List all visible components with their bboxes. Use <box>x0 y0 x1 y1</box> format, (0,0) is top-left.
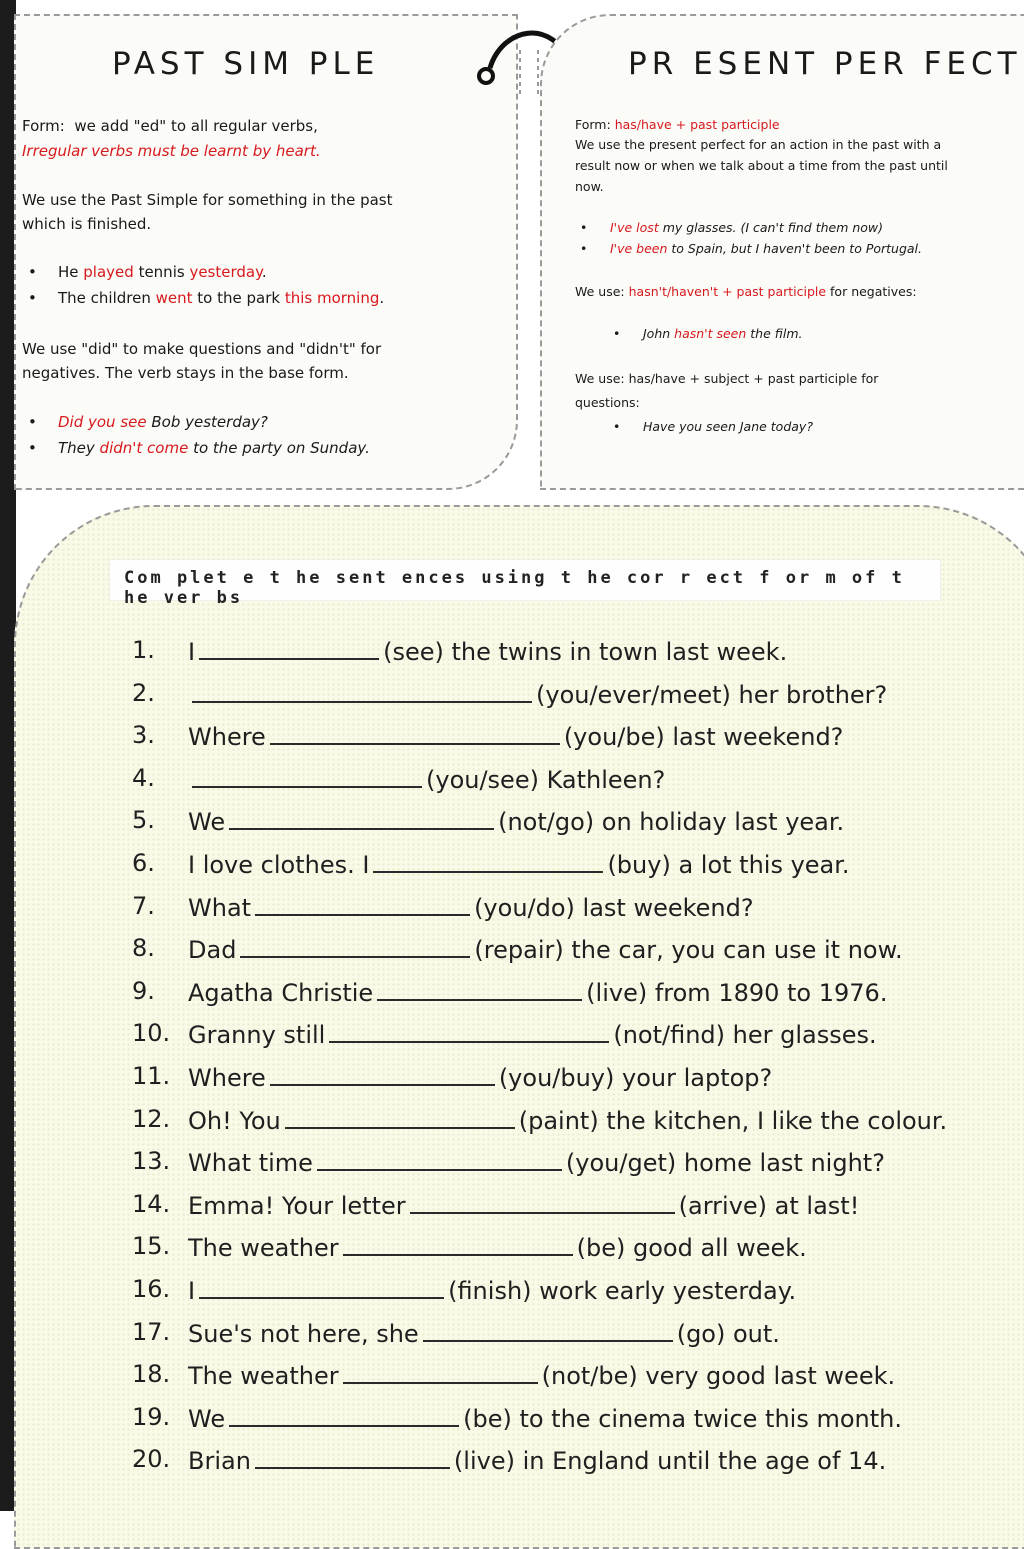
pp-example-4: • Have you seen Jane today? <box>643 416 813 437</box>
exercise-item-prompt: What time <box>188 1149 313 1178</box>
past-use-line-2: which is finished. <box>22 215 152 233</box>
exercise-item-verb-hint: (you/see) Kathleen? <box>426 765 666 794</box>
answer-blank[interactable] <box>199 1275 444 1299</box>
exercise-item-verb-hint: (paint) the kitchen, I like the colour. <box>518 1106 948 1135</box>
exercise-item-verb-hint: (you/be) last weekend? <box>563 723 844 752</box>
answer-blank[interactable] <box>192 764 422 788</box>
exercise-item-verb-hint: (not/go) on holiday last year. <box>498 808 845 837</box>
exercise-item-number: 15. <box>132 1232 171 1261</box>
exercise-item-verb-hint: (you/get) home last night? <box>565 1149 885 1178</box>
exercise-item-prompt: Agatha Christie <box>188 978 374 1007</box>
exercise-item-verb-hint: (you/do) last weekend? <box>474 893 754 922</box>
answer-blank[interactable] <box>343 1360 538 1384</box>
exercise-item-number: 13. <box>132 1147 171 1176</box>
exercise-item-number: 7. <box>132 891 155 920</box>
exercise-item-verb-hint: (arrive) at last! <box>678 1191 860 1220</box>
past-example-3: • Did you see Bob yesterday? <box>58 410 268 435</box>
answer-blank[interactable] <box>329 1019 609 1043</box>
exercise-item-number: 19. <box>132 1402 171 1431</box>
past-example-4: • They didn't come to the party on Sunday. <box>58 436 370 461</box>
exercise-item-prompt: The weather <box>188 1234 339 1263</box>
exercise-item-verb-hint: (go) out. <box>676 1319 780 1348</box>
exercise-item-prompt: I <box>188 638 196 666</box>
exercise-item-number: 18. <box>132 1360 171 1389</box>
answer-blank[interactable] <box>240 934 470 958</box>
answer-blank[interactable] <box>199 636 379 660</box>
exercise-item-prompt: Where <box>188 1064 266 1092</box>
exercise-item-verb-hint: (buy) a lot this year. <box>607 851 850 879</box>
exercise-item-number: 5. <box>132 806 155 835</box>
exercise-item-number: 10. <box>132 1019 171 1048</box>
exercise-item-prompt: We <box>188 1404 226 1433</box>
exercise-instruction: Com plet e t he sent ences using t he cor r ect f or m of t he ver bs <box>124 568 905 608</box>
pp-example-3: • John hasn't seen the film. <box>643 323 802 344</box>
exercise-item-prompt: We <box>188 808 226 837</box>
answer-blank[interactable] <box>423 1318 673 1342</box>
pp-use-line-3: now. <box>575 179 604 194</box>
answer-blank[interactable] <box>377 977 582 1001</box>
answer-blank[interactable] <box>229 806 494 830</box>
exercise-item-number: 8. <box>132 934 155 963</box>
exercise-item-number: 14. <box>132 1189 171 1218</box>
exercise-item-number: 16. <box>132 1275 171 1303</box>
exercise-item-prompt: Brian <box>188 1447 251 1476</box>
pp-form-line: Form: has/have + past participle <box>575 117 780 132</box>
exercise-item-number: 11. <box>132 1062 171 1090</box>
exercise-item-prompt: Oh! You <box>188 1106 281 1135</box>
pp-use-line-2: result now or when we talk about a time from the past until <box>575 158 948 173</box>
present-perfect-title: PR ESENT PER FECT <box>628 46 1022 82</box>
answer-blank[interactable] <box>373 849 603 873</box>
exercise-item-prompt: Granny still <box>188 1021 326 1050</box>
exercise-item-verb-hint: (live) from 1890 to 1976. <box>586 978 888 1007</box>
pp-example-2: • I've been to Spain, but I haven't been to Portugal. <box>610 238 922 259</box>
exercise-item-number: 3. <box>132 721 155 750</box>
pp-use-line-1: We use the present perfect for an action in the past with a <box>575 137 942 152</box>
exercise-item-number: 6. <box>132 849 155 877</box>
exercise-item-number: 17. <box>132 1317 171 1346</box>
pp-questions-line-2: questions: <box>575 395 640 410</box>
exercise-item-number: 12. <box>132 1104 171 1133</box>
exercise-item-prompt: Dad <box>188 936 237 965</box>
exercise-item-prompt: Sue's not here, she <box>188 1319 419 1348</box>
exercise-item-verb-hint: (not/be) very good last week. <box>541 1362 896 1391</box>
exercise-item-number: 1. <box>132 636 155 664</box>
past-example-2: • The children went to the park this morning. <box>58 286 384 311</box>
exercise-item-verb-hint: (finish) work early yesterday. <box>448 1277 797 1305</box>
answer-blank[interactable] <box>343 1232 573 1256</box>
past-did-line-1: We use "did" to make questions and "didn't" for <box>22 340 382 358</box>
exercise-item-number: 2. <box>132 678 155 707</box>
past-irregular-note: Irregular verbs must be learnt by heart. <box>22 142 321 160</box>
exercise-item-number: 9. <box>132 976 155 1005</box>
past-did-line-2: negatives. The verb stays in the base form. <box>22 364 349 382</box>
exercise-item-verb-hint: (be) to the cinema twice this month. <box>463 1404 902 1433</box>
exercise-item-verb-hint: (you/ever/meet) her brother? <box>536 680 888 709</box>
pp-example-1: • I've lost my glasses. (I can't find them now) <box>610 217 883 238</box>
exercise-item-prompt: I <box>188 1277 196 1305</box>
exercise-item-verb-hint: (be) good all week. <box>576 1234 807 1263</box>
answer-blank[interactable] <box>255 892 470 916</box>
answer-blank[interactable] <box>410 1190 675 1214</box>
exercise-item-prompt: I love clothes. I <box>188 851 370 879</box>
answer-blank[interactable] <box>270 1062 495 1086</box>
answer-blank[interactable] <box>255 1445 450 1469</box>
past-simple-title: PAST SIM PLE <box>112 46 380 82</box>
answer-blank[interactable] <box>270 721 560 745</box>
exercise-item-prompt: What <box>188 893 252 922</box>
exercise-item-verb-hint: (repair) the car, you can use it now. <box>474 936 903 965</box>
exercise-item-verb-hint: (see) the twins in town last week. <box>383 638 788 666</box>
exercise-item-prompt: Emma! Your letter <box>188 1191 406 1220</box>
past-example-1: • He played tennis yesterday. <box>58 260 267 285</box>
answer-blank[interactable] <box>229 1403 459 1427</box>
pp-negatives-line: We use: hasn't/haven't + past participle for negatives: <box>575 284 917 299</box>
exercise-item-verb-hint: (not/find) her glasses. <box>613 1021 877 1050</box>
exercise-item-number: 4. <box>132 763 155 792</box>
past-use-line-1: We use the Past Simple for something in the past <box>22 191 393 209</box>
exercise-instruction-box <box>110 560 940 608</box>
exercise-item-prompt: The weather <box>188 1362 339 1391</box>
answer-blank[interactable] <box>192 679 532 703</box>
exercise-item-prompt: Where <box>188 723 266 752</box>
past-form-line: Form: we add "ed" to all regular verbs, <box>22 117 318 135</box>
answer-blank[interactable] <box>285 1105 515 1129</box>
pp-questions-line-1: We use: has/have + subject + past participle for <box>575 371 879 386</box>
exercise-item-verb-hint: (live) in England until the age of 14. <box>453 1447 887 1476</box>
exercise-item-verb-hint: (you/buy) your laptop? <box>498 1064 773 1092</box>
answer-blank[interactable] <box>317 1147 562 1171</box>
exercise-item-number: 20. <box>132 1445 171 1474</box>
